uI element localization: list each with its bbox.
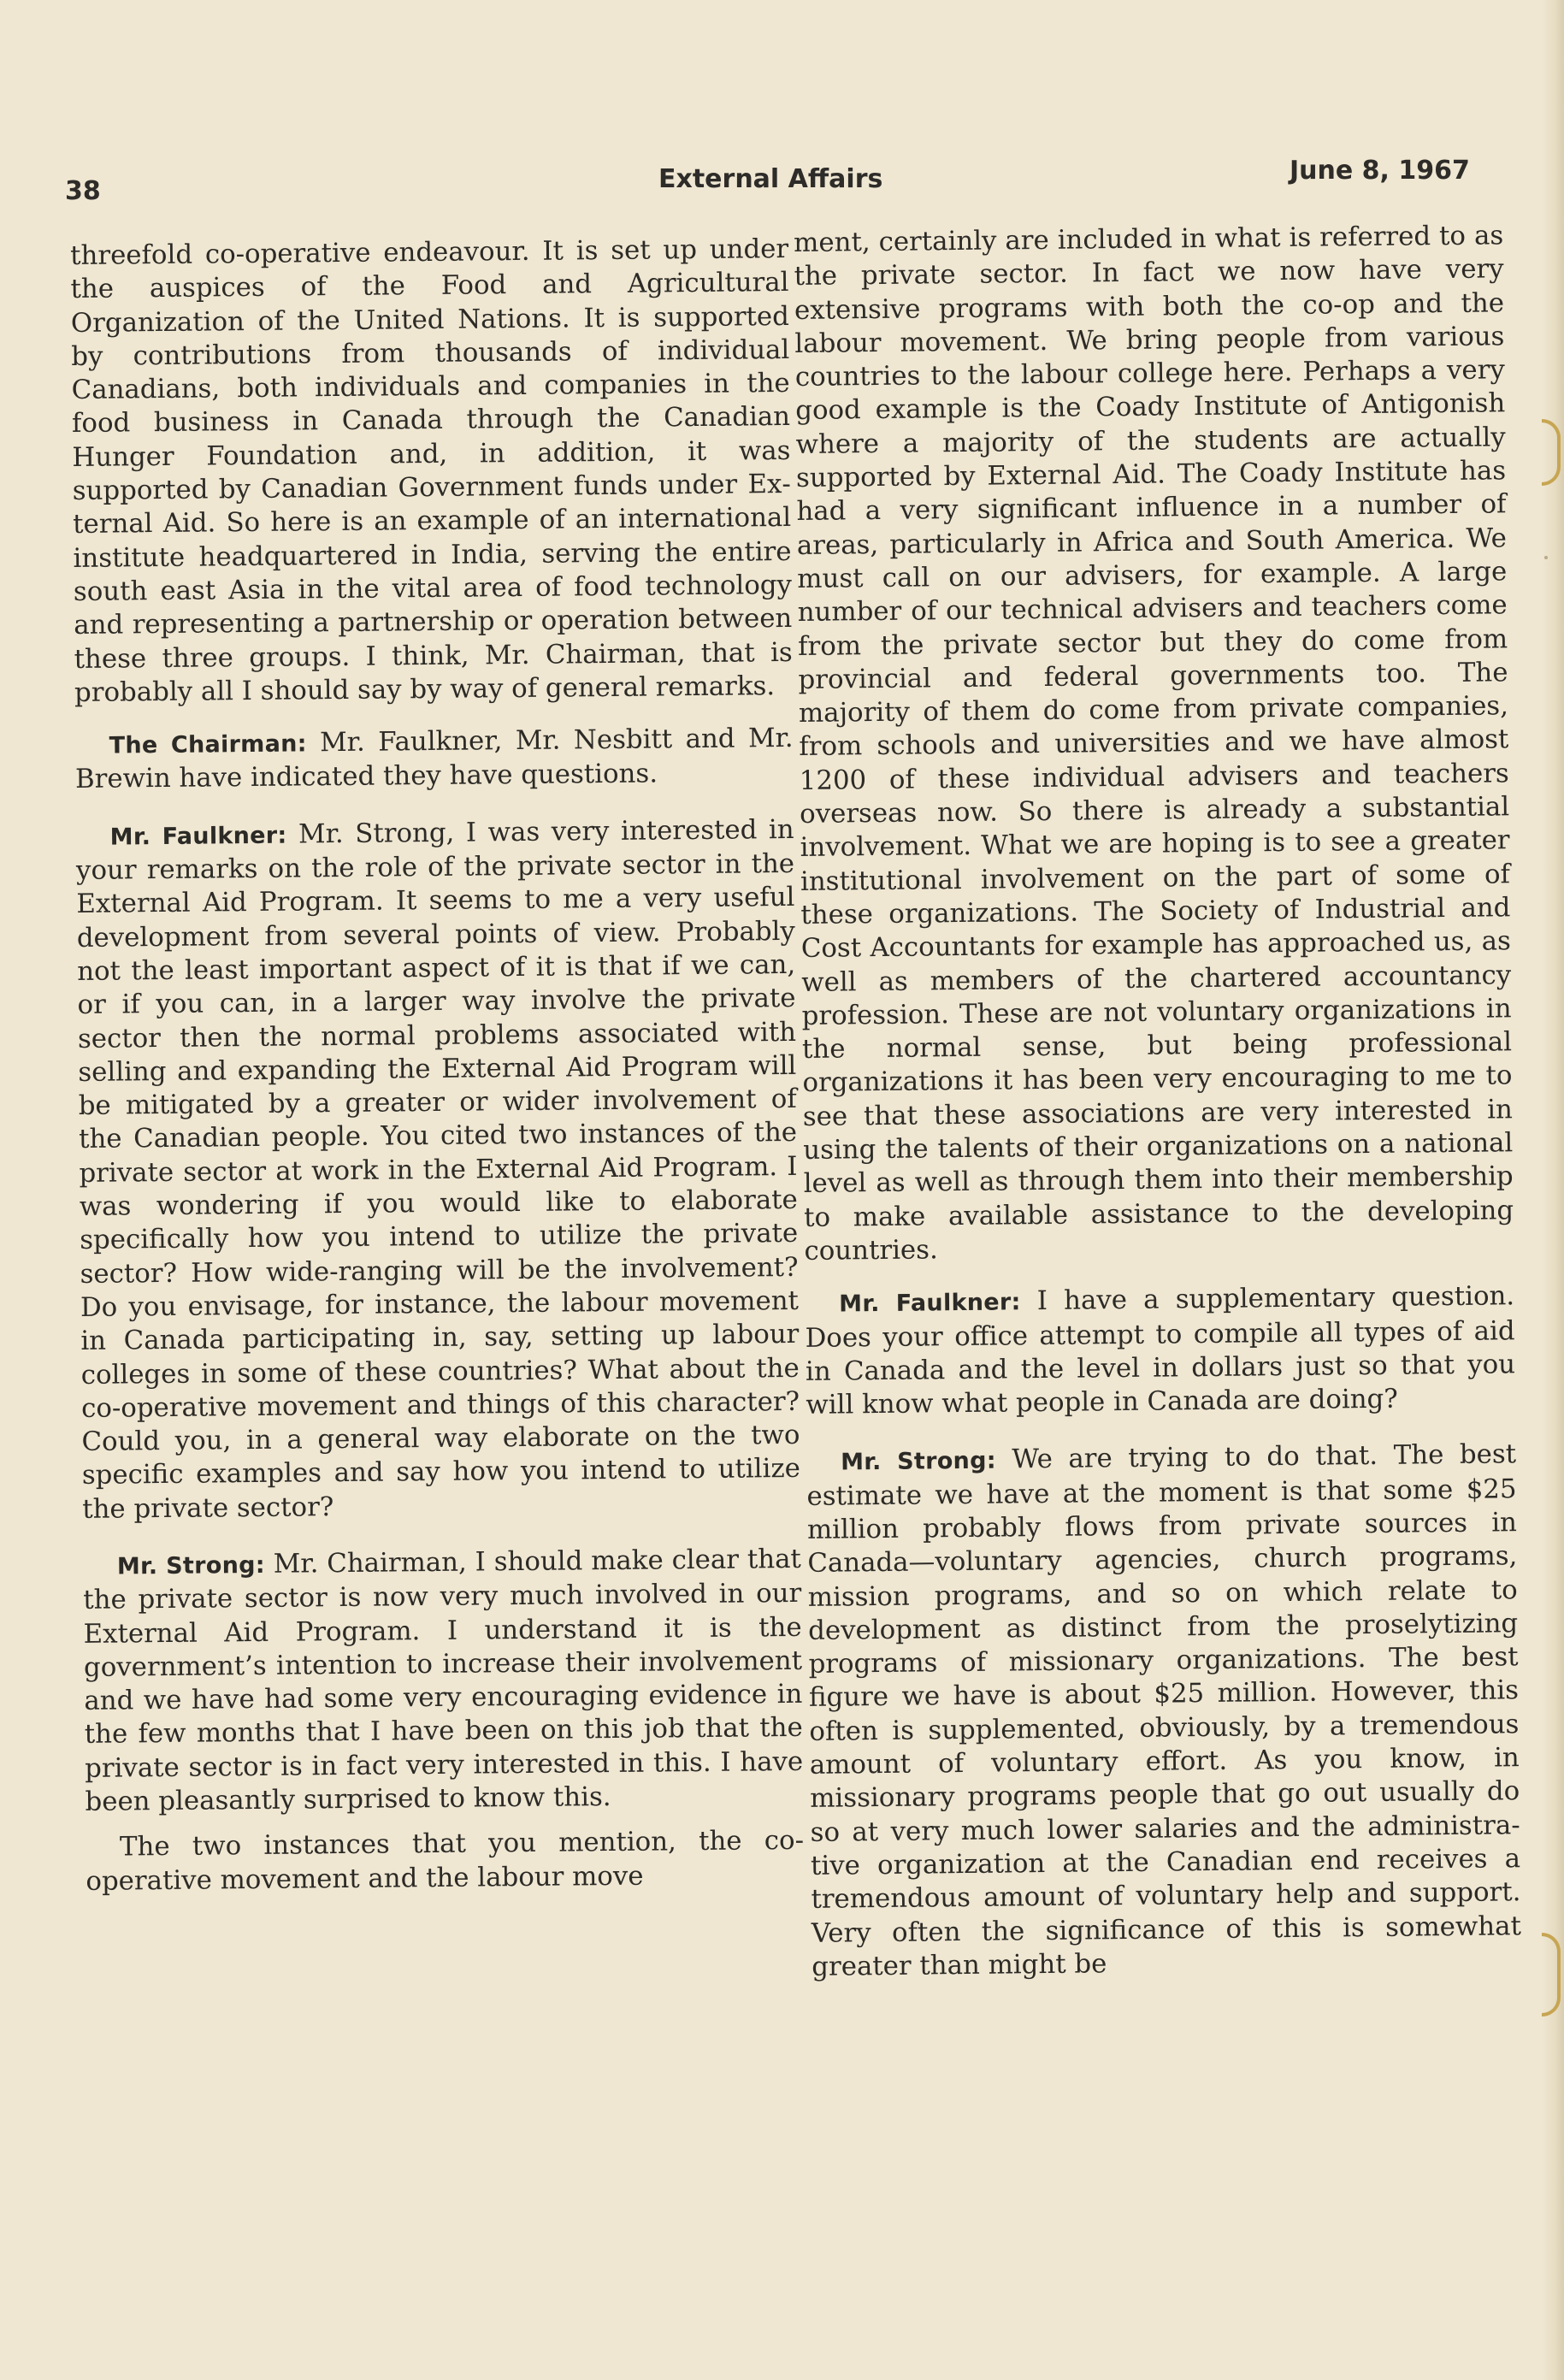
speech-text: We are trying to do that. The best estimate we have at the moment is that some $25 million probably flows from private sources in Canada—voluntary agencies, church programs, mission programs, and so on which relate to development as distinct from the proselytizing programs of missionary organizations. The best figure we have is about $25 million. However, this often is supplemented, obviously, by a tremendous amount of voluntary effort. As you know, in missionary programs people that go out usually do so at very much lower salaries and the administrative organization at the Canadian end receives a tremendous amount of voluntary help and support. Very often the significance of this is somewhat greater than might be	[806, 1438, 1522, 1982]
issue-date: June 8, 1967	[1290, 156, 1470, 186]
page-number: 38	[65, 176, 101, 206]
speaker-name: The Chairman:	[109, 730, 307, 759]
right-column	[794, 219, 1524, 2194]
speech-text: I have a supplementary question. Does your office attempt to compile all types of aid in Canada and the level in dollars just so that you will know what people in Canada are doing?	[805, 1280, 1516, 1421]
speaker-name: Mr. Faulkner:	[839, 1289, 1021, 1318]
page-edge-shadow	[1542, 0, 1564, 2380]
paragraph	[806, 1438, 1522, 1984]
speaker-name: Mr. Strong:	[840, 1447, 996, 1476]
speaker-name: Mr. Strong:	[116, 1551, 266, 1580]
speech-text: Mr. Faulkner, Mr. Nesbitt and Mr. Brewin have indicated they have questions.	[74, 723, 794, 795]
paragraph	[74, 722, 794, 797]
paragraph	[805, 1279, 1516, 1422]
left-column	[70, 233, 807, 2206]
speaker-name: Mr. Faulkner:	[109, 822, 287, 851]
page-header	[0, 156, 1564, 207]
speech-text: Mr. Strong, I was very interested in your remarks on the role of the private sector in the External Aid Program. It seems to me a very useful development from several points of view. Probably not the least important aspect of it is that if we can, or if you can, in a larger way involve the private sector then the normal problems associated with selling and expanding the External Aid Program will be mitigated by a greater or wider involvement of the Canadian people. You cited two instances of the private sector at work in the External Aid Program. I was wondering if you would like to elaborate specifically how you intend to utilize the private sector? How wide-ranging will be the involvement? Do you envisage, for instance, the labour movement in Canada participating in, say, setting up labour colleges in some of these countries? What about the co-operative movement and things of this character? Could you, in a general way elaborate on the two specific examples and say how you intend to utilize the private sector?	[75, 813, 801, 1525]
paragraph: ment, certainly are included in what is referred to as the private sector. In fact we now have very extensive programs with both the co-op and the labour movement. We bring people from various countries to the labour college here. Perhaps a very good example is the Coady Institute of Antigonish where a majority of the students are actually supported by External Aid. The Coady Institute has had a very significant influence in a number of areas, particularly in Africa and South America. We must call on our advisers, for example. A large number of our technical advisers and teachers come from the private sector but they do come from provincial and federal governments too. The majority of them do come from private companies, from schools and universities and we have almost 1200 of these individual advisers and teachers overseas now. So there is already a substantial involvement. What we are hoping is to see a greater institutional involvement on the part of some of these organizations. The Society of Industrial and Cost Accountants for example has approached us, as well as members of the chartered accountancy profession. These are not voluntary organizations in the normal sense, but being professional organizations it has been very encouraging to me to see that these associations are very interested in using the talents of their organizations on a national level as well as through them into their membership to make available assistance to the developing countries.	[794, 220, 1514, 1267]
paragraph	[76, 813, 801, 1527]
journal-title: External Affairs	[658, 164, 883, 194]
paragraph	[83, 1543, 804, 1819]
binding-ring-mark	[1542, 419, 1561, 486]
speech-text: Mr. Chairman, I should make clear that the private sector is now very much involved in our External Aid Program. I understand it is the government’s intention to increase their involvement and we have had some very encouraging evidence in the few months that I have been on this job that the private sector is in fact very interested in this. I have been pleasantly surprised to know this.	[83, 1543, 804, 1817]
paragraph: The two instances that you mention, the co-operative movement and the labour move	[86, 1825, 805, 1897]
binding-ring-mark	[1542, 1933, 1561, 2017]
paragraph: threefold co-operative endeavour. It is set up under the auspices of the Food and Agricultural Organization of the United Nations. It is supported by contributions from thousands of individual Canadians, both individuals and companies in the food business in Canada through the Canadian Hunger Foundation and, in addition, it was supported by Canadian Government funds under External Aid. So here is an example of an international institute headquartered in India, serving the entire south east Asia in the vital area of food technology and representing a partnership or operation between these three groups. I think, Mr. Chairman, that is probably all I should say by way of general remarks.	[70, 233, 793, 708]
paper-speck	[1544, 556, 1548, 559]
